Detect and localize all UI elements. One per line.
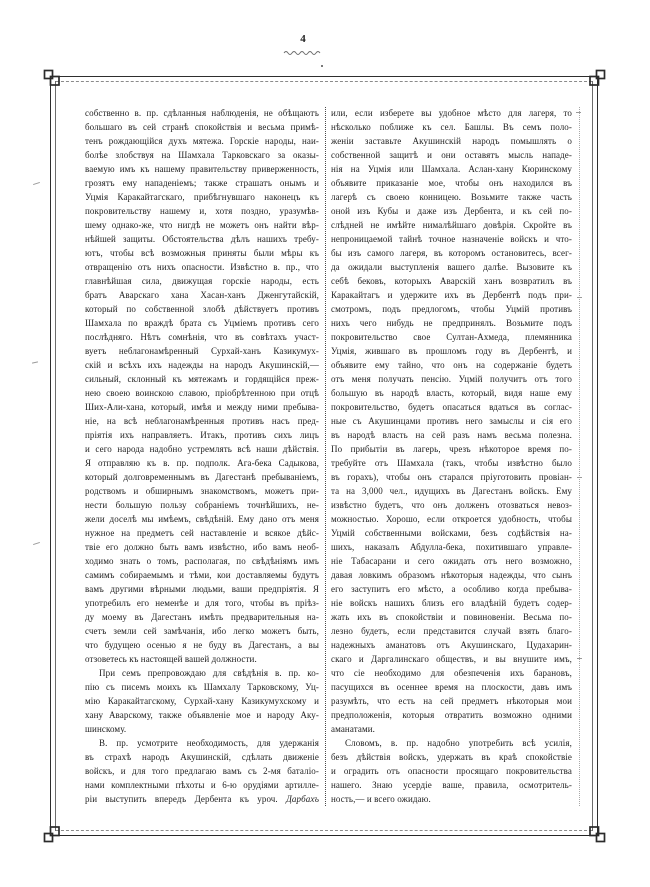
- text-line: безъ дѣйствія войскъ, удержать въ краѣ спокойствіе: [331, 752, 572, 762]
- text-line: отвращенію отъ нихъ опасности. Извѣстно в. пр., что: [85, 262, 319, 272]
- text-line: лагерѣ съ своею конницею. Возьмите также часть: [331, 192, 572, 202]
- text-line: что будущею осенью я не буду въ Дагестанъ, а вы: [85, 640, 319, 650]
- text-line: нести большую пользу собраніемъ точнѣйшихъ, не-: [85, 500, 319, 510]
- text-line: ніе Табасарани и сего ожидать отъ него возможно,: [331, 556, 572, 566]
- text-line: ніе войскъ нашихъ близъ его владѣній будетъ содер-: [331, 598, 572, 608]
- text-line: объявите приказаніе мое, чтобы онъ находился въ: [331, 178, 572, 188]
- left-text-column: [85, 106, 319, 806]
- text-line: вуетъ неблагонамѣренный Сурхай-ханъ Казикумух-: [85, 346, 319, 356]
- text-line: болѣе злобствуя на Шамхала Тарковскаго за оказы-: [85, 150, 319, 160]
- text-line: шему однако-же, что нигдѣ не можетъ онъ найти вѣр-: [85, 220, 319, 230]
- text-line: въ страхѣ народъ Акушинскій, сдѣлать движеніе: [85, 752, 319, 762]
- text-line: Я отправляю къ в. пр. подполк. Ага-бека Садыкова,: [85, 458, 319, 468]
- text-line: ду моему въ Дагестанъ имѣть предварительныя на-: [85, 612, 319, 622]
- text-line: послѣдняго. Нѣтъ сомнѣнія, что въ совѣтахъ участ-: [85, 332, 319, 342]
- text-line: скаго и Даргалинскаго обществъ, и вы внушите имъ,: [331, 654, 572, 664]
- text-line: войскъ, и для того предлагаю вамъ съ 2-мя баталіо-: [85, 766, 319, 776]
- text-line: ность,— и всего ожидаю.: [331, 794, 431, 804]
- text-line: нею своею воинскою славою, пріобрѣтенною при отцѣ: [85, 388, 319, 398]
- text-line: въ народѣ власть на сей разъ намъ весьма полезна.: [331, 430, 572, 440]
- text-line: нужное на предметъ сей наставленіе и всякое дѣйс-: [85, 528, 319, 538]
- text-line: Словомъ, в. пр. надобно употребить всѣ усилія,: [345, 738, 572, 748]
- text-line: надежныхъ аманатовъ отъ Акушинскаго, Цудахарин-: [331, 640, 572, 650]
- text-line: да ожидали выступленія вашего далѣе. Вызовите къ: [331, 262, 572, 272]
- scan-speck: [33, 182, 40, 185]
- text-line: По прибытіи въ лагерь, чрезъ нѣкоторое время по-: [331, 444, 572, 454]
- scan-speck: [32, 361, 38, 363]
- text-line: главнѣйшая сила, движущая горскіе народы, есть: [85, 276, 319, 286]
- text-line: большую въ народѣ власть, который, видя наше ему: [331, 388, 572, 398]
- text-line: твіе его должно быть вамъ извѣстно, ибо вамъ необ-: [85, 542, 319, 552]
- corner-ornament-bottom-left: [43, 823, 63, 843]
- text-line: мію Каракайтагскому, Сурхай-хану Казикумухскому и: [85, 696, 319, 706]
- text-line: предположенія, которыя отвратить возможно одними: [331, 710, 572, 720]
- scan-speck: [576, 112, 581, 113]
- corner-ornament-top-left: [43, 69, 63, 89]
- text-line: большаго въ сей странѣ спокойствія и весьма примѣ-: [85, 122, 319, 132]
- frame-bottom-outer-line: [53, 835, 595, 836]
- scan-speck: [577, 477, 582, 478]
- text-line: нѣсколько поближе къ сел. Башлы. Въ семъ поло-: [331, 122, 572, 132]
- right-margin-dotted-artifact: [579, 107, 580, 806]
- text-line: отъ меня получать пенсію. Уцмій получитъ отъ того: [331, 374, 572, 384]
- text-line: нихъ чего нибудь не предпринялъ. Возьмите подъ: [331, 318, 572, 328]
- text-line: братъ Аварскаго хана Хасан-ханъ Дженгутайскій,: [85, 290, 319, 300]
- text-line: слѣдней не имѣйте нималѣйшаго довѣрія. Скройте въ: [331, 220, 572, 230]
- text-line: непроницаемой тайнѣ точное назначеніе войскъ и что-: [331, 234, 572, 244]
- text-line: В. пр. усмотрите необходимость, для удержанія: [99, 738, 319, 748]
- text-line: и оградить отъ опасности просящаго покровительства: [331, 766, 572, 776]
- text-line: употребилъ его неменѣе и для того, чтобы въ пріѣз-: [85, 598, 319, 608]
- scan-speck: [577, 658, 582, 659]
- scan-speck: [33, 542, 40, 545]
- text-line: грозятъ ему нападеніемъ; также страшатъ онымъ и: [85, 178, 319, 188]
- text-line: ніе, на всѣ неблагонамѣренныя противъ насъ пред-: [85, 416, 319, 426]
- text-line: что сіе необходимо для обезпеченія ихъ барановъ,: [331, 668, 572, 678]
- text-line: бы изъ самого лагеря, въ которомъ остановитесь, всег-: [331, 248, 572, 258]
- text-line: ные съ Акушинцами противъ него замыслы и сія его: [331, 416, 572, 426]
- text-line: хану Аварскому, также объявленіе мое и народу Аку-: [85, 710, 319, 720]
- text-line: пасущихся въ осеннее время на плоскости, давъ имъ: [331, 682, 572, 692]
- text-line: ходимо знать о томъ, располагая, по свѣдѣніямъ имъ: [85, 556, 319, 566]
- text-line: аманатами.: [331, 724, 376, 734]
- text-line: родствомъ и обширнымъ знакомствомъ, можетъ при-: [85, 486, 319, 496]
- column-divider-rule: [325, 107, 326, 806]
- text-line: собственно в. пр. сдѣланныя наблюденія, не обѣщаютъ: [85, 108, 319, 118]
- frame-bottom-inner-line: [56, 830, 592, 831]
- text-line: пріятія ихъ направляетъ. Итакъ, противъ сихъ лицъ: [85, 430, 319, 440]
- text-line: шинскому.: [85, 724, 127, 734]
- frame-left-inner-line: [55, 81, 56, 831]
- frame-top-inner-line: [56, 81, 592, 82]
- scan-speck: [577, 297, 582, 298]
- text-line: отзоветесь къ настоящей вашей должности.: [85, 654, 257, 664]
- text-line: Каракайтагъ и удержите ихъ въ Дербентѣ подъ при-: [331, 290, 572, 300]
- text-line: сильный, склонный къ мятежамъ и гордящійся преж-: [85, 374, 319, 384]
- text-line: въ горахъ), чтобы онъ старался пріуготовить провіан-: [331, 472, 572, 482]
- text-line: покровительство свое Султан-Ахмеда, племянника: [331, 332, 572, 342]
- text-line: вамъ другими вѣрными людьми, ваши предпріятія. Я: [85, 584, 319, 594]
- text-line: давая ловкимъ образомъ нѣкоторыя надежды, что сынъ: [331, 570, 572, 580]
- text-line: скій и всѣхъ ихъ надежды на народъ Акушинскій,—: [85, 360, 319, 370]
- text-line: При семъ препровождаю для свѣдѣнія в. пр. ко-: [99, 668, 319, 678]
- text-line: или, если изберете вы удобное мѣсто для лагеря, то: [331, 108, 572, 118]
- right-text-column: [331, 106, 572, 806]
- text-line: его заступитъ его мѣсто, а особливо когда пребыва-: [331, 584, 572, 594]
- text-line: покровительству нашему и, хотя поздно, уразумѣв-: [85, 206, 319, 216]
- text-line: Ших-Али-хана, который, имѣя и между ними пребыва-: [85, 402, 319, 412]
- text-line: требуйте отъ Шамхала (такъ, чтобы извѣстно было: [331, 458, 572, 468]
- text-line: пію съ писемъ моихъ къ Шамхалу Тарковскому, Уц-: [85, 682, 319, 692]
- text-line: Уцмій собственными войсками, безъ содѣйствія на-: [331, 528, 572, 538]
- text-line: женіи заставьте Акушинскій народъ помышлять о: [331, 136, 572, 146]
- text-line: нашего. Знаю усердіе ваше, правила, осмотритель-: [331, 780, 572, 790]
- page-number-underline: [283, 49, 323, 57]
- scan-speck: [321, 65, 323, 67]
- text-line: нія на Уцмія или Шамхала. Аслан-хану Кюринскому: [331, 164, 572, 174]
- text-line: Уцмія Каракайтагскаго, прибѣгнувшаго наконецъ къ: [85, 192, 319, 202]
- text-line: объявите ему тайно, что онъ на содержаніе будетъ: [331, 360, 572, 370]
- text-line: покровительство, будетъ опасаться вдаться въ соглас-: [331, 402, 572, 412]
- text-line: ріи выступить впередъ Дербента къ уроч. Дарбахъ: [85, 794, 319, 804]
- text-line: себѣ бековъ, которыхъ Аварскій ханъ возвратилъ въ: [331, 276, 572, 286]
- text-line: и сего народа надобно устремлять всѣ наши дѣйствія.: [85, 444, 319, 454]
- text-line: самимъ собираемымъ и тѣми, кои доставляемы будутъ: [85, 570, 319, 580]
- text-line: разумѣть, что есть на сей предметъ нѣкоторыя мои: [331, 696, 572, 706]
- corner-ornament-top-right: [586, 69, 606, 89]
- text-line: нами комплектными пѣхоты и 6-ю орудіями артилле-: [85, 780, 319, 790]
- text-line: Шамхала по враждѣ брата съ Уцміемъ противъ сего: [85, 318, 319, 328]
- frame-left-outer-line: [50, 77, 51, 836]
- frame-right-inner-line: [592, 81, 593, 831]
- text-line: жать ихъ въ спокойствіи и повиновеніи. Весьма по-: [331, 612, 572, 622]
- text-line: можностью. Хорошо, если откроется удобность, чтобы: [331, 514, 572, 524]
- text-line: жели доселѣ мы имѣемъ, свѣдѣній. Ему дано отъ меня: [85, 514, 319, 524]
- page-number: 4: [300, 33, 306, 45]
- corner-ornament-bottom-right: [586, 823, 606, 843]
- text-line: ваемую имъ къ нашему правительству приверженность,: [85, 164, 319, 174]
- text-line: шихъ, наказалъ Абдулла-бека, похитившаго управле-: [331, 542, 572, 552]
- text-line: оной изъ Кубы и даже изъ Дербента, и къ сей по-: [331, 206, 572, 216]
- text-line: счетъ земли сей замѣчанія, ибо легко можетъ быть,: [85, 626, 319, 636]
- frame-top-outer-line: [53, 76, 595, 77]
- text-line: который по собственной злобѣ дѣйствуетъ противъ: [85, 304, 319, 314]
- text-line: смотромъ, подъ предлогомъ, чтобы Уцмій противъ: [331, 304, 572, 314]
- frame-right-outer-line: [597, 77, 598, 836]
- text-line: извѣстно будетъ, что онъ долженъ отозваться невоз-: [331, 500, 572, 510]
- text-line: та на 3,000 чел., идущихъ въ Дагестанъ войскъ. Ему: [331, 486, 572, 496]
- text-line: который долговременнымъ въ Дагестанѣ пребываніемъ,: [85, 472, 319, 482]
- text-line: нѣйшей защиты. Обстоятельства дѣлъ нашихъ требу-: [85, 234, 319, 244]
- text-line: лезно будетъ, если представится случай взять благо-: [331, 626, 572, 636]
- text-line: тенъ рождающійся духъ мятежа. Горскіе народы, наи-: [85, 136, 319, 146]
- text-line: собственной защитѣ и они оставятъ мысль нападе-: [331, 150, 572, 160]
- text-line: ютъ, чтобы всѣ возможныя приняты были мѣры къ: [85, 248, 319, 258]
- text-line: Уцмія, жившаго въ прошломъ году въ Дербентѣ, и: [331, 346, 572, 356]
